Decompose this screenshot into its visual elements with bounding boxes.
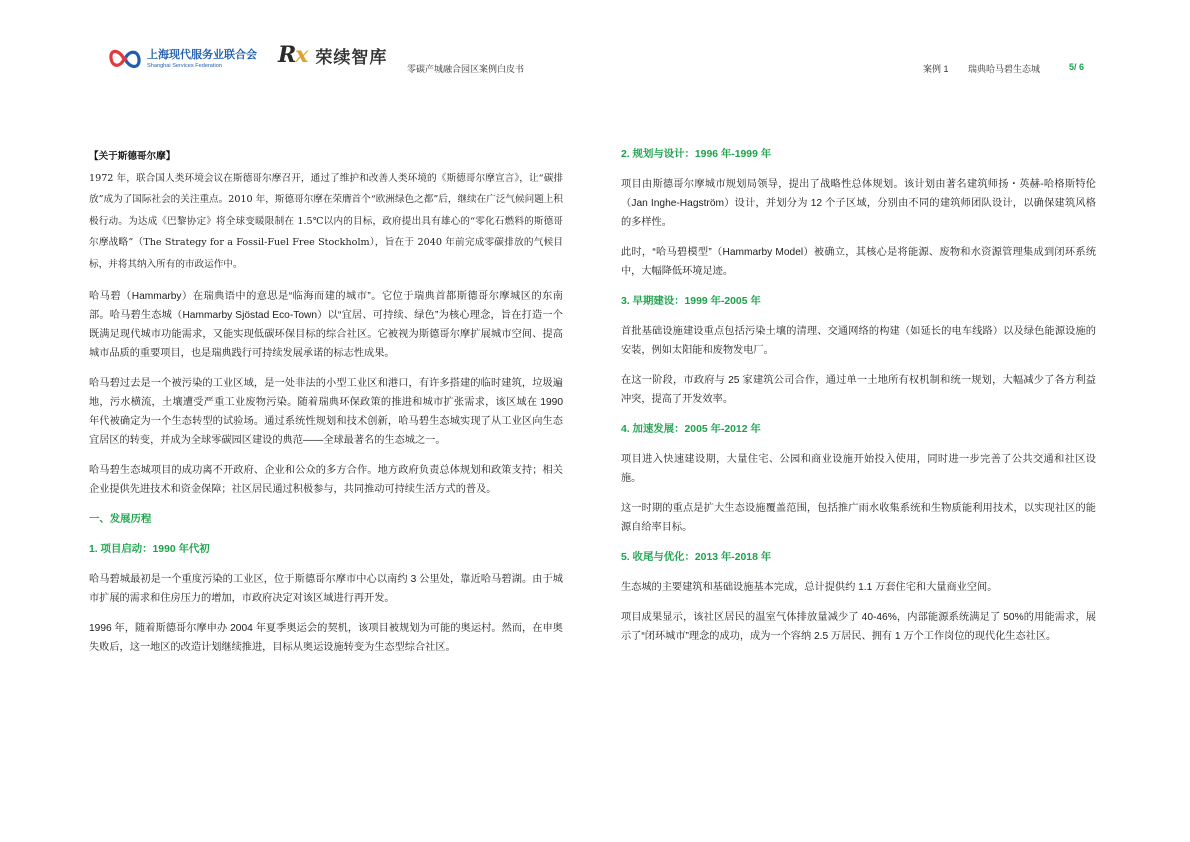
stage-5-paragraph-2: 项目成果显示，该社区居民的温室气体排放量减少了 40-46%，内部能源系统满足了 50%的用能需求，展示了“闭环城市”理念的成功，成为一个容纳 2.5 万居民、拥有 1 万个工作岗位的现代化生态社区。	[621, 612, 1096, 642]
stage-3-heading: 3. 早期建设：1999 年-2005 年	[621, 296, 761, 307]
federation-name-cn: 上海现代服务业联合会	[147, 48, 257, 61]
stage-4-paragraph-1: 项目进入快速建设期，大量住宅、公园和商业设施开始投入使用，同时进一步完善了公共交通和社区设施。	[621, 454, 1096, 484]
stage-5-paragraph-1: 生态城的主要建筑和基础设施基本完成，总计提供约 1.1 万套住宅和大量商业空间。	[621, 582, 998, 593]
document-subtitle: 零碳产城融合园区案例白皮书	[407, 64, 525, 74]
stage-2-paragraph-1: 项目由斯德哥尔摩城市规划局领导，提出了战略性总体规划。该计划由著名建筑师扬・英赫-哈格斯特伦（Jan Inghe-Hagström）设计，并划分为 12 个子区域，分别由不同的建筑师团队设计，以确保建筑风格的多样性。	[621, 179, 1096, 228]
federation-logo-icon	[108, 44, 142, 74]
stage-1-paragraph-1: 哈马碧城最初是一个重度污染的工业区，位于斯德哥尔摩市中心以南约 3 公里处，靠近哈马碧湖。由于城市扩展的需求和住房压力的增加，市政府决定对该区域进行再开发。	[89, 574, 563, 604]
page-indicator: 5/ 6	[1069, 62, 1085, 72]
stage-5-heading: 5. 收尾与优化：2013 年-2018 年	[621, 552, 772, 563]
section-heading-development: 一、发展历程	[89, 514, 152, 525]
left-column	[89, 146, 563, 668]
stage-1-heading: 1. 项目启动：1990 年代初	[89, 544, 210, 555]
intro-paragraph-2: 哈马碧过去是一个被污染的工业区域，是一处非法的小型工业区和港口，有许多搭建的临时建筑，垃圾遍地，污水横流，土壤遭受严重工业废物污染。随着瑞典环保政策的推进和城市扩张需求，该区域在 1990 年代被确定为一个生态转型的试验场。通过系统性规划和技术创新，哈马碧生态城实现了从工业区向生态宜居区的转变，并成为全球零碳园区建设的典范——全球最著名的生态城之一。	[89, 378, 563, 446]
federation-logo-text	[147, 49, 257, 70]
brand-logo-icon: Rx	[278, 42, 308, 68]
case-number: 案例 1	[923, 64, 949, 74]
stage-4-paragraph-2: 这一时期的重点是扩大生态设施覆盖范围，包括推广雨水收集系统和生物质能利用技术，以实现社区的能源自给率目标。	[621, 503, 1096, 533]
stage-2-paragraph-2: 此时，“哈马碧模型”（Hammarby Model）被确立，其核心是将能源、废物和水资源管理集成到闭环系统中，大幅降低环境足迹。	[621, 247, 1096, 277]
stage-2-heading: 2. 规划与设计：1996 年-1999 年	[621, 149, 772, 160]
stage-1-paragraph-2: 1996 年，随着斯德哥尔摩申办 2004 年夏季奥运会的契机，该项目被规划为可能的奥运村。然而，在申奥失败后，这一地区的改造计划继续推进，目标从奥运设施转变为生态型综合社区。	[89, 623, 563, 653]
stockholm-heading: 【关于斯德哥尔摩】	[89, 151, 176, 162]
federation-logo	[108, 44, 257, 74]
federation-name-en: Shanghai Services Federation	[147, 62, 222, 69]
case-name: 瑞典哈马碧生态城	[968, 64, 1041, 74]
stage-4-heading: 4. 加速发展：2005 年-2012 年	[621, 424, 761, 435]
intro-paragraph-1: 哈马碧（Hammarby）在瑞典语中的意思是“临海而建的城市”。它位于瑞典首都斯德哥尔摩城区的东南部。哈马碧生态城（Hammarby Sjöstad Eco-Town）以“宜居、可持续、绿色”为核心理念，旨在打造一个既满足现代城市功能需求，又能实现低碳环保目标的综合社区。它被视为斯德哥尔摩扩展城市空间、提高城市品质的重要项目，也是瑞典践行可持续发展承诺的标志性成果。	[89, 291, 563, 359]
brand-name: 荣续智库	[315, 47, 388, 67]
stage-3-paragraph-1: 首批基础设施建设重点包括污染土壤的清理、交通网络的构建（如延长的电车线路）以及绿色能源设施的安装，例如太阳能和废物发电厂。	[621, 326, 1096, 356]
brand-logo	[278, 42, 387, 68]
stage-3-paragraph-2: 在这一阶段，市政府与 25 家建筑公司合作，通过单一土地所有权机制和统一规划，大幅减少了各方利益冲突，提高了开发效率。	[621, 375, 1096, 405]
intro-paragraph-3: 哈马碧生态城项目的成功离不开政府、企业和公众的多方合作。地方政府负责总体规划和政策支持；相关企业提供先进技术和资金保障；社区居民通过积极参与，共同推动可持续生活方式的普及。	[89, 465, 563, 495]
stockholm-paragraph: 1972 年，联合国人类环境会议在斯德哥尔摩召开，通过了维护和改善人类环境的《斯德哥尔摩宣言》，让“碳排放”成为了国际社会的关注重点。2010 年，斯德哥尔摩在荣膺首个“欧洲绿色之都”后，继续在广泛气候问题上积极行动。为达成《巴黎协定》将全球变暖限制在 1.5℃以内的目标，政府提出具有雄心的“零化石燃料的斯德哥尔摩战略”（The Strategy for a Fossil-Fuel Free Stockholm），旨在于 2040 年前完成零碳排放的气候目标，并将其纳入所有的市政运作中。	[89, 172, 563, 270]
right-column	[621, 146, 1096, 657]
